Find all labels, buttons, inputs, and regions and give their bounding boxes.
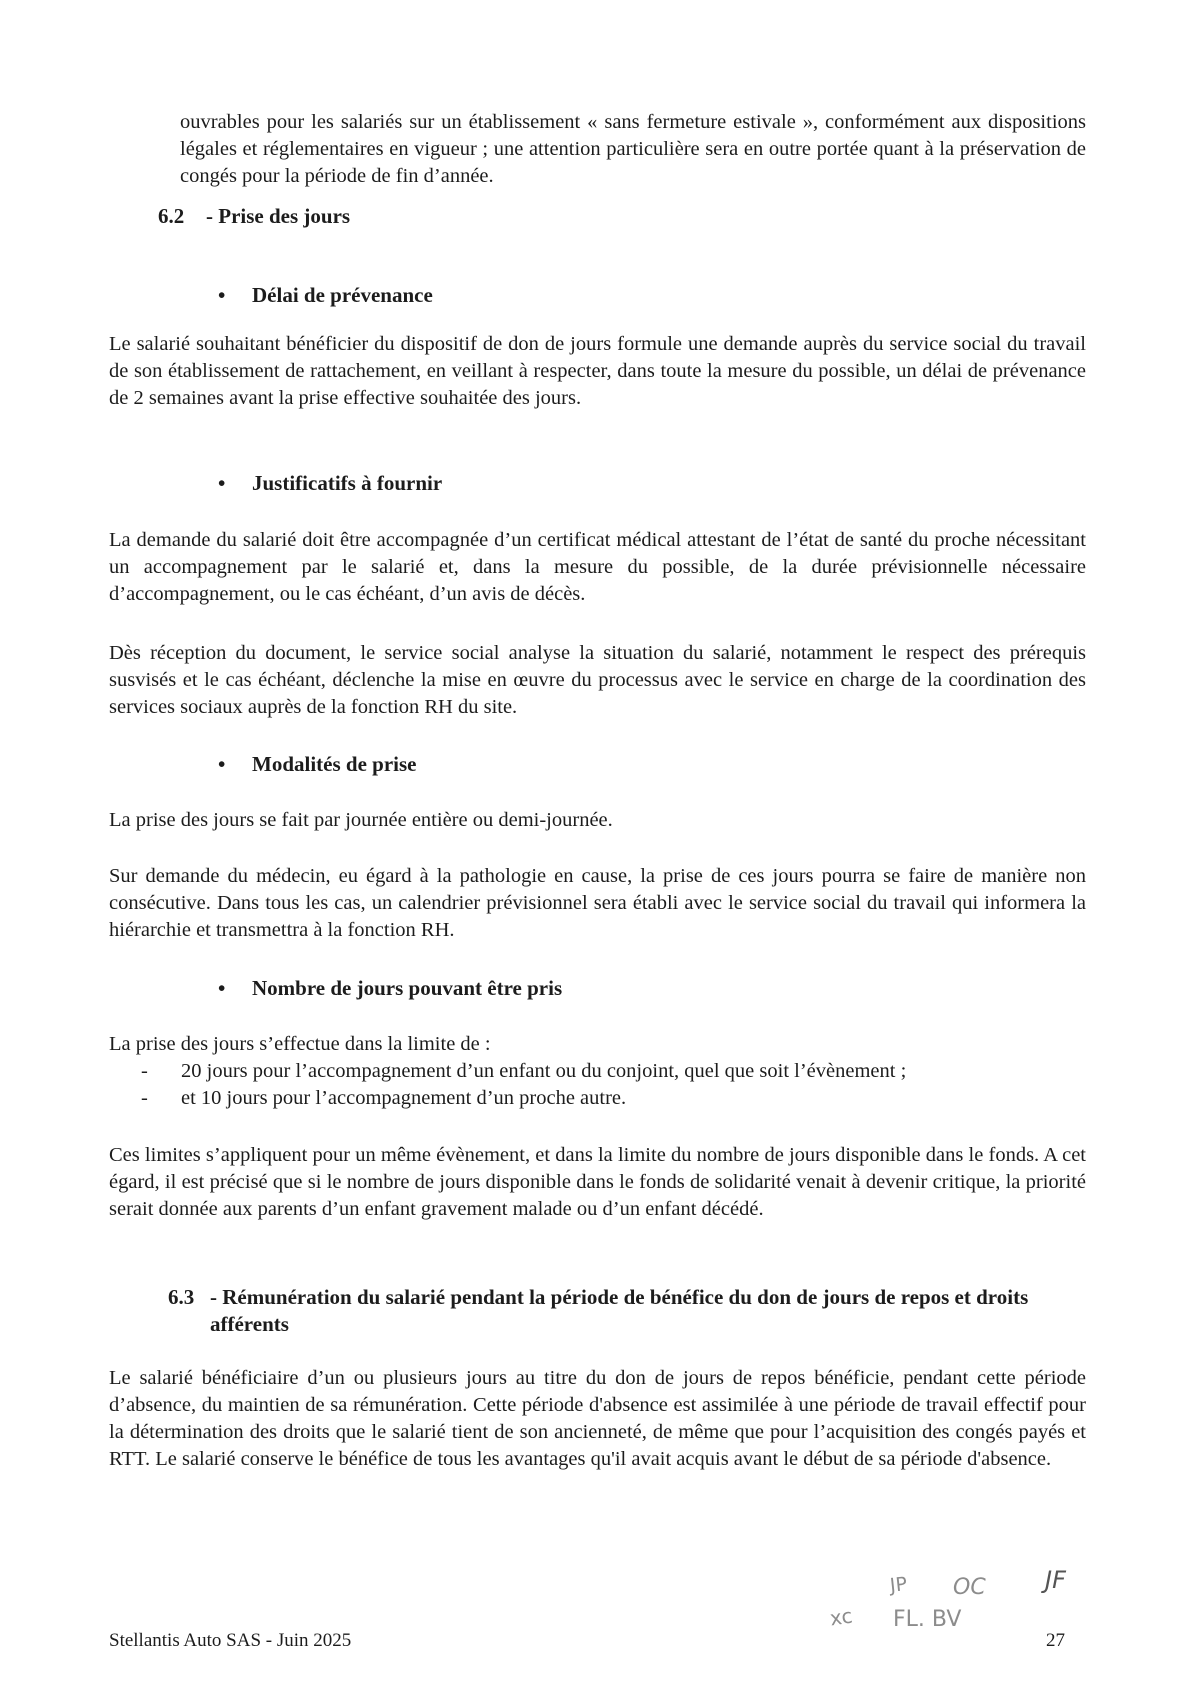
subheading-modalites: [218, 751, 416, 778]
handwritten-initials: FL. BV: [893, 1607, 962, 1632]
handwritten-initials: JF: [1045, 1566, 1066, 1594]
section-6-3-heading: [168, 1284, 1086, 1338]
section-6-3-paragraph: Le salarié bénéficiaire d’un ou plusieurs jours au titre du don de jours de repos bénéficie, pendant cette période d’absence, du maintien de sa rémunération. Cette période d'absence est assimilée à une période de travail effectif pour la détermination des droits que le salarié tient de son ancienneté, de même que pour l’acquisition des congés payés et RTT. Le salarié conserve le bénéfice de tous les avantages qu'il avait acquis avant le début de sa période d'absence.: [109, 1367, 1086, 1470]
handwritten-initials: OC: [953, 1575, 986, 1600]
handwritten-initials: xc: [828, 1603, 854, 1631]
footer-company-date: Stellantis Auto SAS - Juin 2025: [109, 1630, 352, 1651]
dash-marker: -: [141, 1060, 148, 1082]
list-item: [141, 1058, 906, 1085]
justificatifs-paragraph-1: La demande du salarié doit être accompagnée d’un certificat médical attestant de l’état de santé du proche nécessitant un accompagnement par le salarié et, dans la mesure du possible, de la durée prévisionnelle nécessaire d’accompagnement, ou le cas échéant, d’un avis de décès.: [109, 529, 1086, 605]
bullet-icon: •: [218, 283, 226, 307]
dash-marker: -: [141, 1087, 148, 1109]
delai-paragraph: Le salarié souhaitant bénéficier du dispositif de don de jours formule une demande auprès du service social du travail de son établissement de rattachement, en veillant à respecter, dans toute la mesure du possible, un délai de prévenance de 2 semaines avant la prise effective souhaitée des jours.: [109, 333, 1086, 409]
section-number: 6.2: [158, 204, 185, 228]
bullet-icon: •: [218, 471, 226, 495]
section-6-2-heading: [158, 203, 350, 230]
section-number: 6.3: [168, 1285, 195, 1309]
page-number: 27: [1046, 1630, 1065, 1651]
section-title: - Prise des jours: [206, 204, 351, 228]
nombre-paragraph: Ces limites s’appliquent pour un même évènement, et dans la limite du nombre de jours disponible dans le fonds. A cet égard, il est précisé que si le nombre de jours disponible dans le fonds de solidarité venait à devenir critique, la priorité serait donnée aux parents d’un enfant gravement malade ou d’un enfant décédé.: [109, 1144, 1086, 1220]
intro-paragraph: ouvrables pour les salariés sur un établissement « sans fermeture estivale », conformément aux dispositions légales et réglementaires en vigueur ; une attention particulière sera en outre portée quant à la préservation de congés pour la période de fin d’année.: [180, 111, 1086, 187]
list-item-text: 20 jours pour l’accompagnement d’un enfant ou du conjoint, quel que soit l’évènement ;: [181, 1060, 907, 1082]
subheading-label: Délai de prévenance: [252, 283, 433, 307]
subheading-justificatifs: [218, 470, 442, 497]
list-item: [141, 1085, 626, 1112]
nombre-intro: La prise des jours s’effectue dans la limite de :: [109, 1033, 491, 1055]
bullet-icon: •: [218, 752, 226, 776]
subheading-label: Modalités de prise: [252, 752, 417, 776]
modalites-paragraph-2: Sur demande du médecin, eu égard à la pathologie en cause, la prise de ces jours pourra se faire de manière non consécutive. Dans tous les cas, un calendrier prévisionnel sera établi avec le service social du travail qui informera la hiérarchie et transmettra à la fonction RH.: [109, 865, 1086, 941]
subheading-nombre: [218, 975, 562, 1002]
bullet-icon: •: [218, 976, 226, 1000]
subheading-label: Nombre de jours pouvant être pris: [252, 976, 563, 1000]
list-item-text: et 10 jours pour l’accompagnement d’un proche autre.: [181, 1087, 627, 1109]
subheading-label: Justificatifs à fournir: [252, 471, 443, 495]
subheading-delai: [218, 282, 433, 309]
modalites-paragraph-1: La prise des jours se fait par journée entière ou demi-journée.: [109, 809, 613, 831]
justificatifs-paragraph-2: Dès réception du document, le service social analyse la situation du salarié, notamment le respect des prérequis susvisés et le cas échéant, déclenche la mise en œuvre du processus avec le service en charge de la coordination des services sociaux auprès de la fonction RH du site.: [109, 642, 1086, 718]
handwritten-initials: JP: [888, 1573, 909, 1597]
section-title: - Rémunération du salarié pendant la période de bénéfice du don de jours de repos et droits afférents: [210, 1285, 1029, 1336]
